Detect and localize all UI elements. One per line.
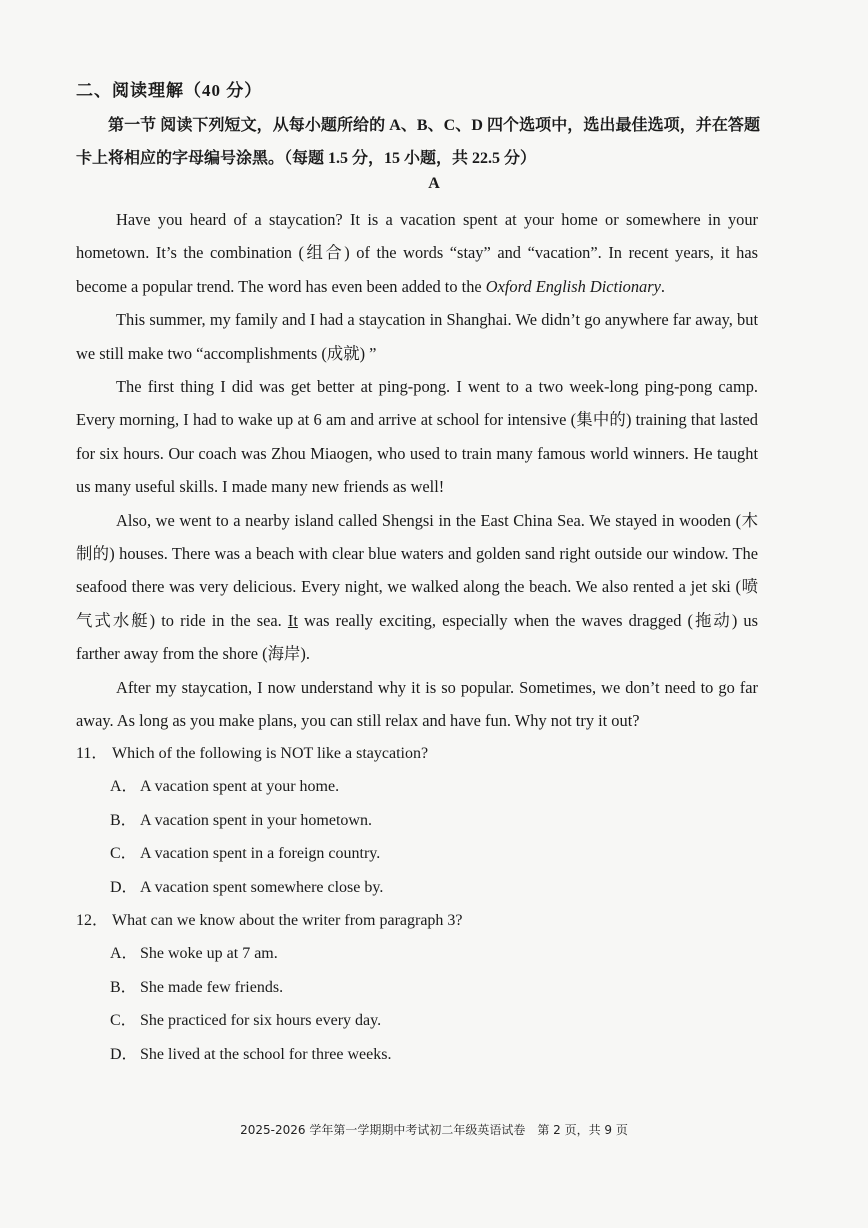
option-text: She woke up at 7 am.: [140, 945, 278, 963]
option-text: A vacation spent in your hometown.: [140, 811, 372, 829]
option-text: She made few friends.: [140, 978, 284, 996]
option-b: [76, 971, 760, 1004]
option-d: [76, 871, 760, 904]
option-a: [76, 770, 760, 803]
paragraph-1-end: .: [660, 276, 665, 296]
option-b: [76, 804, 760, 837]
paragraph-5: After my staycation, I now understand why it is so popular. Sometimes, we don’t need to go far away. As long as you make plans, you can still relax and have fun. Why not try it out?: [76, 677, 758, 731]
paragraph-2: This summer, my family and I had a staycation in Shanghai. We didn’t go anywhere far away, but we still make two “accomplishments (成就) ”: [76, 310, 758, 363]
question-12: [76, 904, 760, 1071]
option-text: A vacation spent in a foreign country.: [140, 845, 381, 863]
paragraph-4: [76, 504, 758, 671]
option-letter: B．: [110, 811, 137, 829]
dictionary-title: Oxford English Dictionary: [485, 276, 661, 296]
section-title: 二、阅读理解（40 分）: [76, 81, 263, 100]
option-c: [76, 1004, 760, 1037]
reading-passage: [76, 203, 758, 738]
option-text: A vacation spent at your home.: [140, 778, 340, 796]
option-letter: C．: [110, 845, 137, 863]
paragraph-4-text: Also, we went to a nearby island called Shengsi in the East China Sea. We stayed in wooden (木制的) houses. There was a beach with clear blue waters and golden sand right outside our window. The seafood there was very delicious. Every night, we walked along the beach. We also rented a jet ski (喷气式水艇) to ride in the sea.: [76, 510, 758, 630]
question-number: 11．: [76, 745, 108, 762]
option-letter: A．: [110, 778, 138, 796]
paragraph-1: [76, 203, 758, 303]
passage-label: A: [428, 175, 440, 192]
option-d: [76, 1038, 760, 1071]
option-letter: B．: [110, 978, 137, 996]
question-text: What can we know about the writer from paragraph 3?: [112, 912, 463, 930]
question-stem: [76, 737, 760, 770]
option-text: A vacation spent somewhere close by.: [140, 878, 384, 896]
question-number: 12．: [76, 912, 109, 930]
option-letter: D．: [110, 878, 138, 896]
question-11: [76, 737, 760, 904]
option-a: [76, 937, 760, 970]
question-text: Which of the following is NOT like a staycation?: [112, 745, 429, 762]
underlined-word: It: [287, 610, 298, 630]
option-text: She practiced for six hours every day.: [140, 1012, 382, 1030]
paragraph-4-end: was really exciting, especially when the waves dragged (拖动) us farther away from the shore (海岸).: [76, 610, 758, 664]
page-footer: 2025-2026 学年第一学期期中考试初二年级英语试卷 第 2 页，共 9 页: [240, 1123, 628, 1137]
question-stem: [76, 904, 760, 937]
option-letter: D．: [110, 1045, 138, 1063]
section-instructions: 第一节 阅读下列短文，从每小题所给的 A、B、C、D 四个选项中，选出最佳选项，并在答题卡上将相应的字母编号涂黑。（每题 1.5 分，15 小题，共 22.5 分）: [76, 117, 760, 167]
paragraph-1-text: Have you heard of a staycation? It is a vacation spent at your home or somewhere in your hometown. It’s the combination (组合) of the words “stay” and “vacation”. In recent years, it has become a popular trend. The word has even been added to the: [76, 210, 758, 296]
questions-list: [76, 737, 760, 1071]
option-letter: A．: [110, 945, 138, 963]
option-letter: C．: [110, 1012, 137, 1030]
option-text: She lived at the school for three weeks.: [140, 1045, 392, 1063]
option-c: [76, 837, 760, 870]
paragraph-3: The first thing I did was get better at ping-pong. I went to a two week-long ping-pong camp. Every morning, I had to wake up at 6 am and arrive at school for intensive (集中的) training that lasted for six hours. Our coach was Zhou Miaogen, who used to train many famous world winners. He taught us many useful skills. I made many new friends as well!: [76, 377, 758, 497]
